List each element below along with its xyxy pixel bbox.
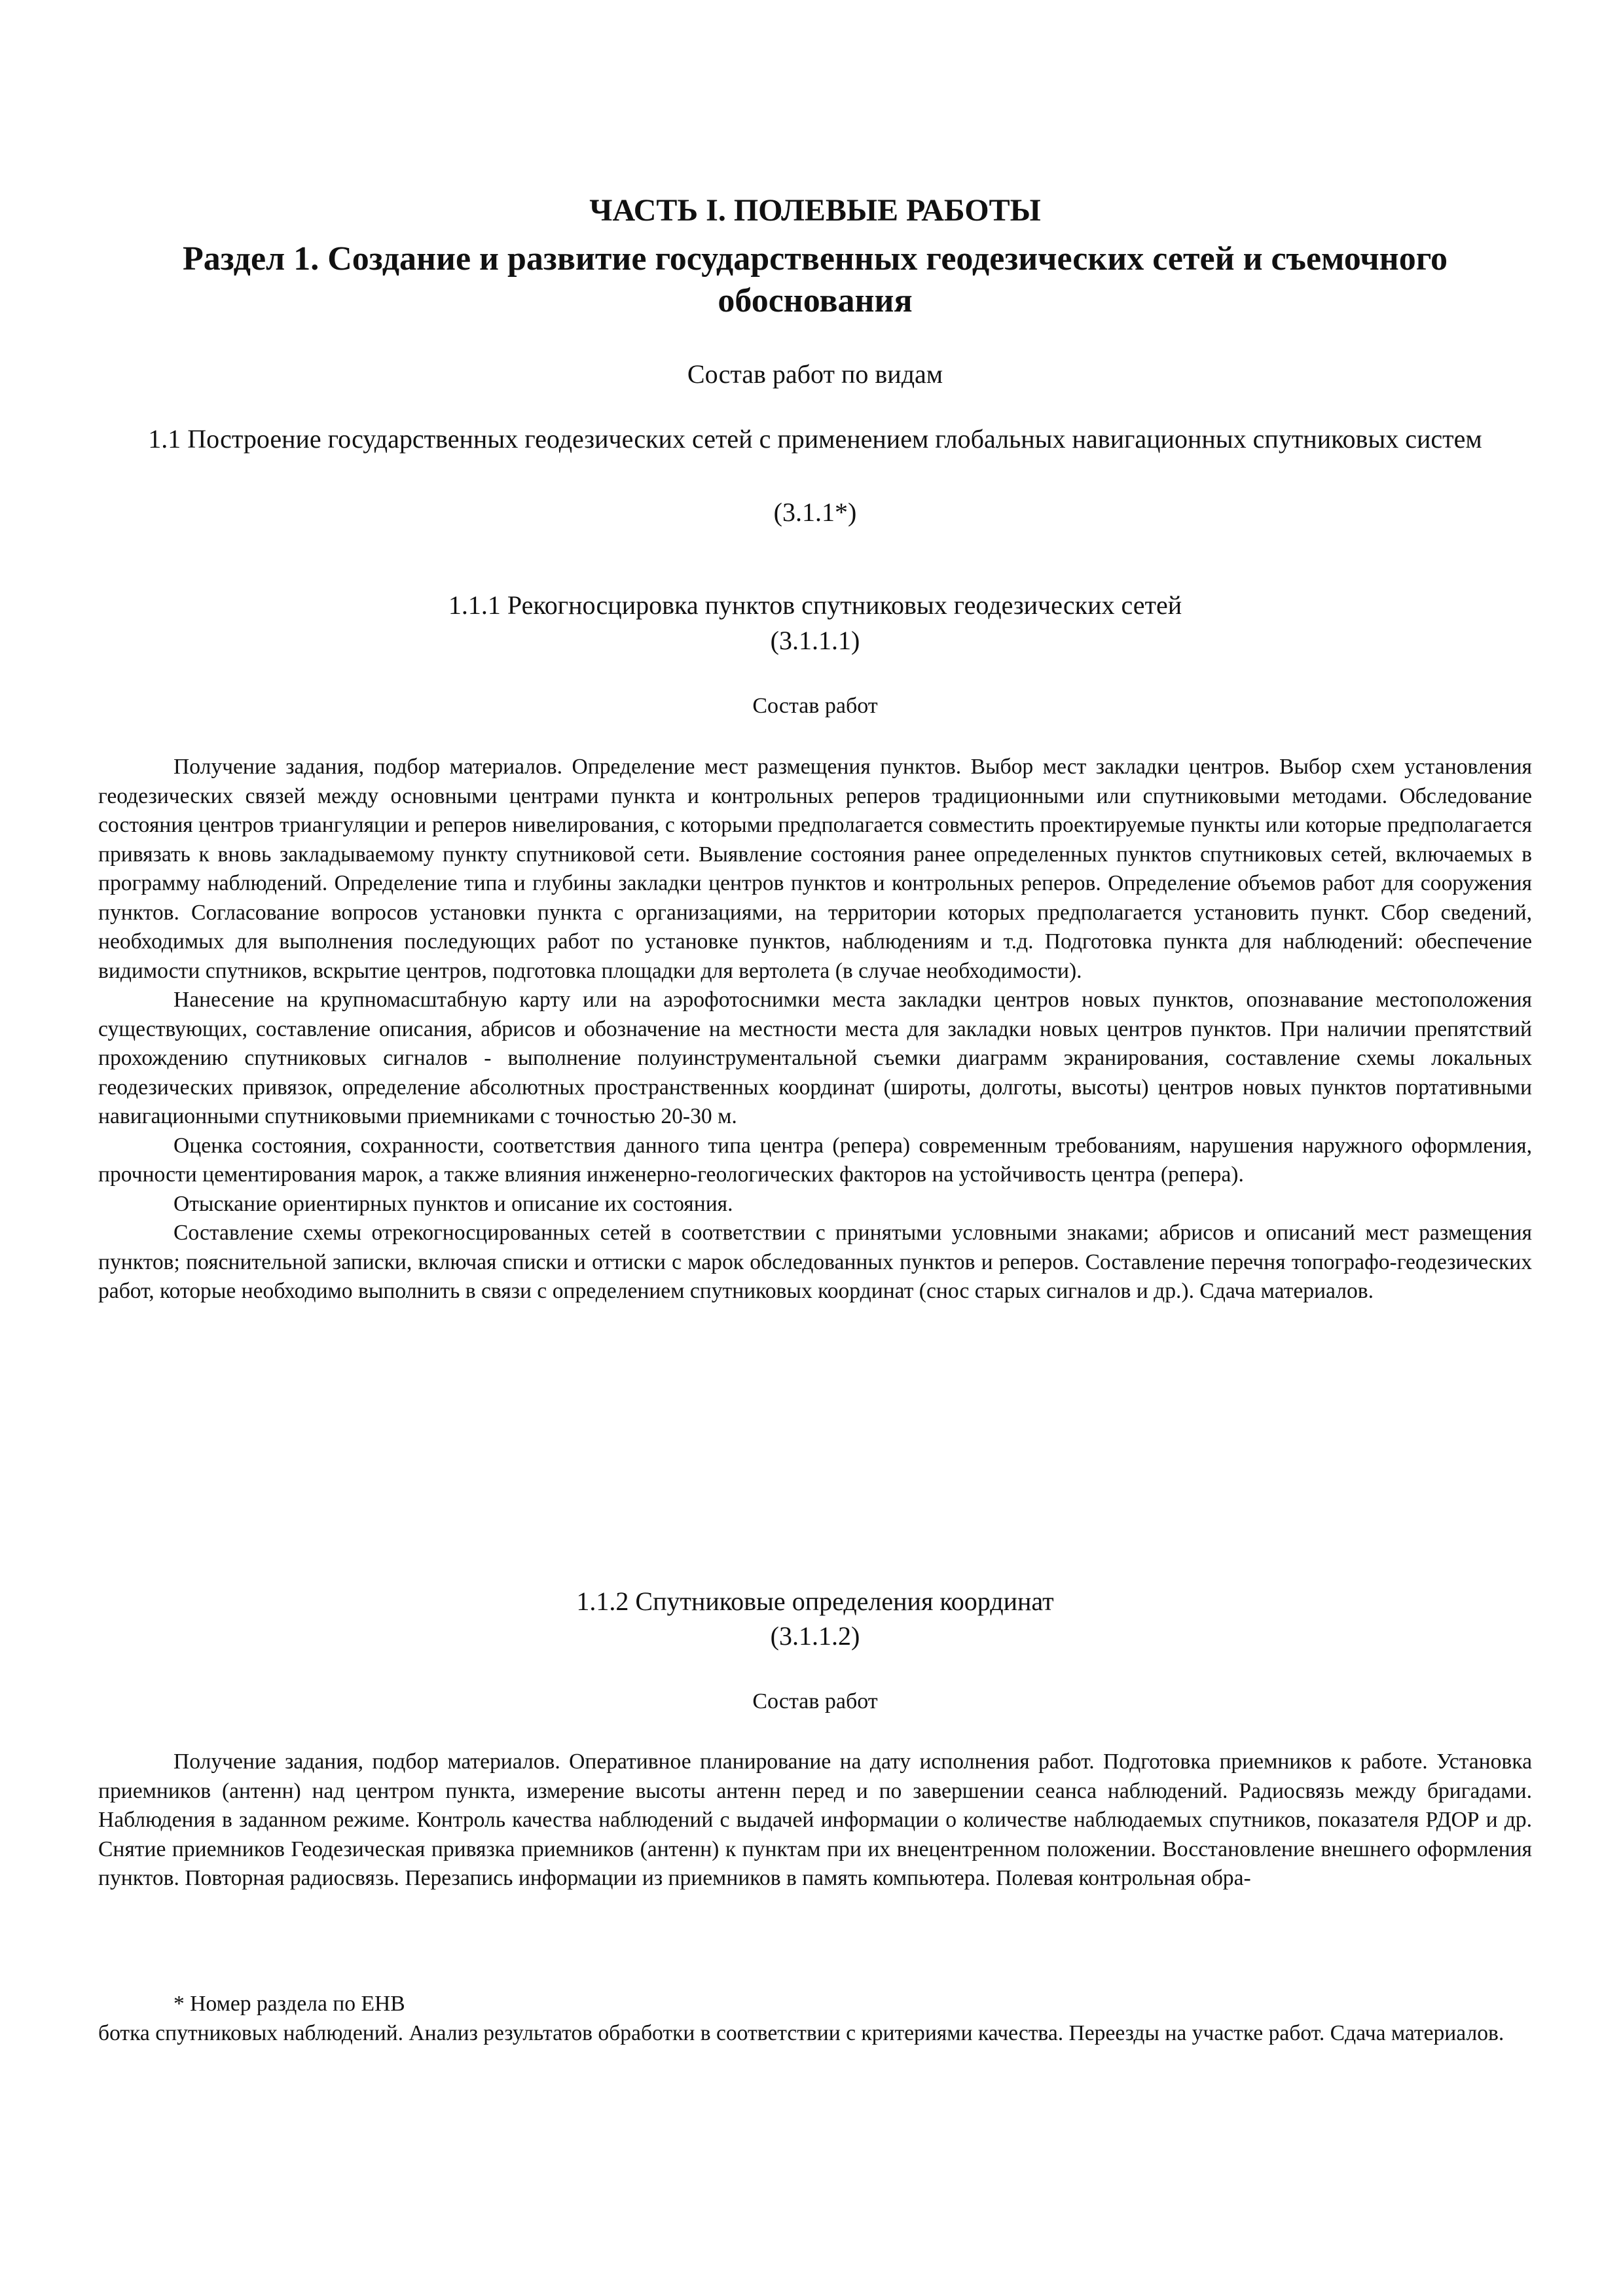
part-title: ЧАСТЬ I. ПОЛЕВЫЕ РАБОТЫ (589, 193, 1041, 228)
subsection-1-1-2-title: 1.1.2 Спутниковые определения координат (576, 1587, 1054, 1616)
footnote: * Номер раздела по ЕНВ (173, 1992, 405, 2016)
works-label-2: Состав работ (752, 1689, 878, 1713)
subsection-1-1-1-code: (3.1.1.1) (770, 626, 860, 655)
recon-paragraph: Получение задания, подбор материалов. Определение мест размещения пунктов. Выбор мест закладки центров. Выбор схем установления геодезических связей между основными центрами пункта и контрольных реперов традиционными или спутниковыми методами. Обследование состояния центров триангуляции и реперов нивелирования, с которыми предполагается совместить проектируемые пункты или которые предполагается привязать к вновь закладываемому пункту спутниковой сети. Выявление состояния ранее определенных пунктов спутниковых сетей, включаемых в программу наблюдений. Определение типа и глубины закладки центров пунктов и контрольных реперов. Определение объемов работ для сооружения пунктов. Согласование вопросов установки пункта с организациями, на территории которых предполагается установить пункт. Сбор сведений, необходимых для выполнения последующих работ по установке пунктов, наблюдениям и т.д. Подготовка пункта для наблюдений: обеспечение видимости спутников, вскрытие центров, подготовка площадки для вертолета (в случае необходимости). (98, 755, 1532, 983)
subsection-1-1-1-title: 1.1.1 Рекогносцировка пунктов спутниковых геодезических сетей (448, 590, 1182, 620)
recon-paragraph: Составление схемы отрекогносцированных сетей в соответствии с принятыми условными знаками; абрисов и описаний мест размещения пунктов; пояснительной записки, включая списки и оттиски с марок обследованных пунктов и реперов. Составление перечня топографо-геодезических работ, которые необходимо выполнить в связи с определением спутниковых координат (снос старых сигналов и др.). Сдача материалов. (98, 1221, 1532, 1303)
recon-paragraph: Отыскание ориентирных пунктов и описание их состояния. (173, 1191, 733, 1216)
satellite-paragraph: Получение задания, подбор материалов. Оперативное планирование на дату исполнения работ. Подготовка приемников к работе. Установка приемников (антенн) над центром пункта, измерение высоты антенн перед и по завершении сеанса наблюдений. Радиосвязь между бригадами. Наблюдения в заданном режиме. Контроль качества наблюдений с выдачей информации о количестве наблюдаемых спутников, показателя РДОР и др. Снятие приемников Геодезическая привязка приемников (антенн) к пунктам при их внецентренном положении. Восстановление внешнего оформления пунктов. Повторная радиосвязь. Перезапись информации из приемников в память компьютера. Полевая контрольная обра- (98, 1749, 1532, 1890)
subsection-1-1-code: (3.1.1*) (773, 497, 857, 527)
section-title: Раздел 1. Создание и развитие государственных геодезических сетей и съемочного обоснования (182, 240, 1448, 319)
recon-paragraph: Нанесение на крупномасштабную карту или на аэрофотоснимки места закладки центров новых пунктов, опознавание местоположения существующих, составление описания, абрисов и обозначение на местности места для закладки новых центров пунктов. При наличии препятствий прохождению спутниковых сигналов - выполнение полуинструментальной съемки диаграмм экранирования, составление схемы локальных геодезических привязок, определение абсолютных пространственных координат (широты, долготы, высоты) центров новых пунктов портативными навигационными спутниковыми приемниками с точностью 20-30 м. (98, 988, 1532, 1128)
subsection-1-1-2-code: (3.1.1.2) (770, 1621, 860, 1651)
recon-paragraph: Оценка состояния, сохранности, соответствия данного типа центра (репера) современным требованиям, нарушения наружного оформления, прочности цементирования марок, а также влияния инженерно-геологических факторов на устойчивость центра (репера). (98, 1133, 1532, 1187)
footnote-block (98, 1990, 1532, 2048)
satellite-text (98, 1748, 1532, 1893)
works-by-type-heading: Состав работ по видам (687, 359, 943, 389)
recon-text (98, 753, 1532, 1306)
subsection-1-1-title: 1.1 Построение государственных геодезических сетей с применением глобальных навигационных спутниковых систем (148, 424, 1482, 454)
works-label-1: Состав работ (752, 694, 878, 718)
continuation-text: ботка спутниковых наблюдений. Анализ результатов обработки в соответствии с критериями качества. Переезды на участке работ. Сдача материалов. (98, 2020, 1504, 2045)
